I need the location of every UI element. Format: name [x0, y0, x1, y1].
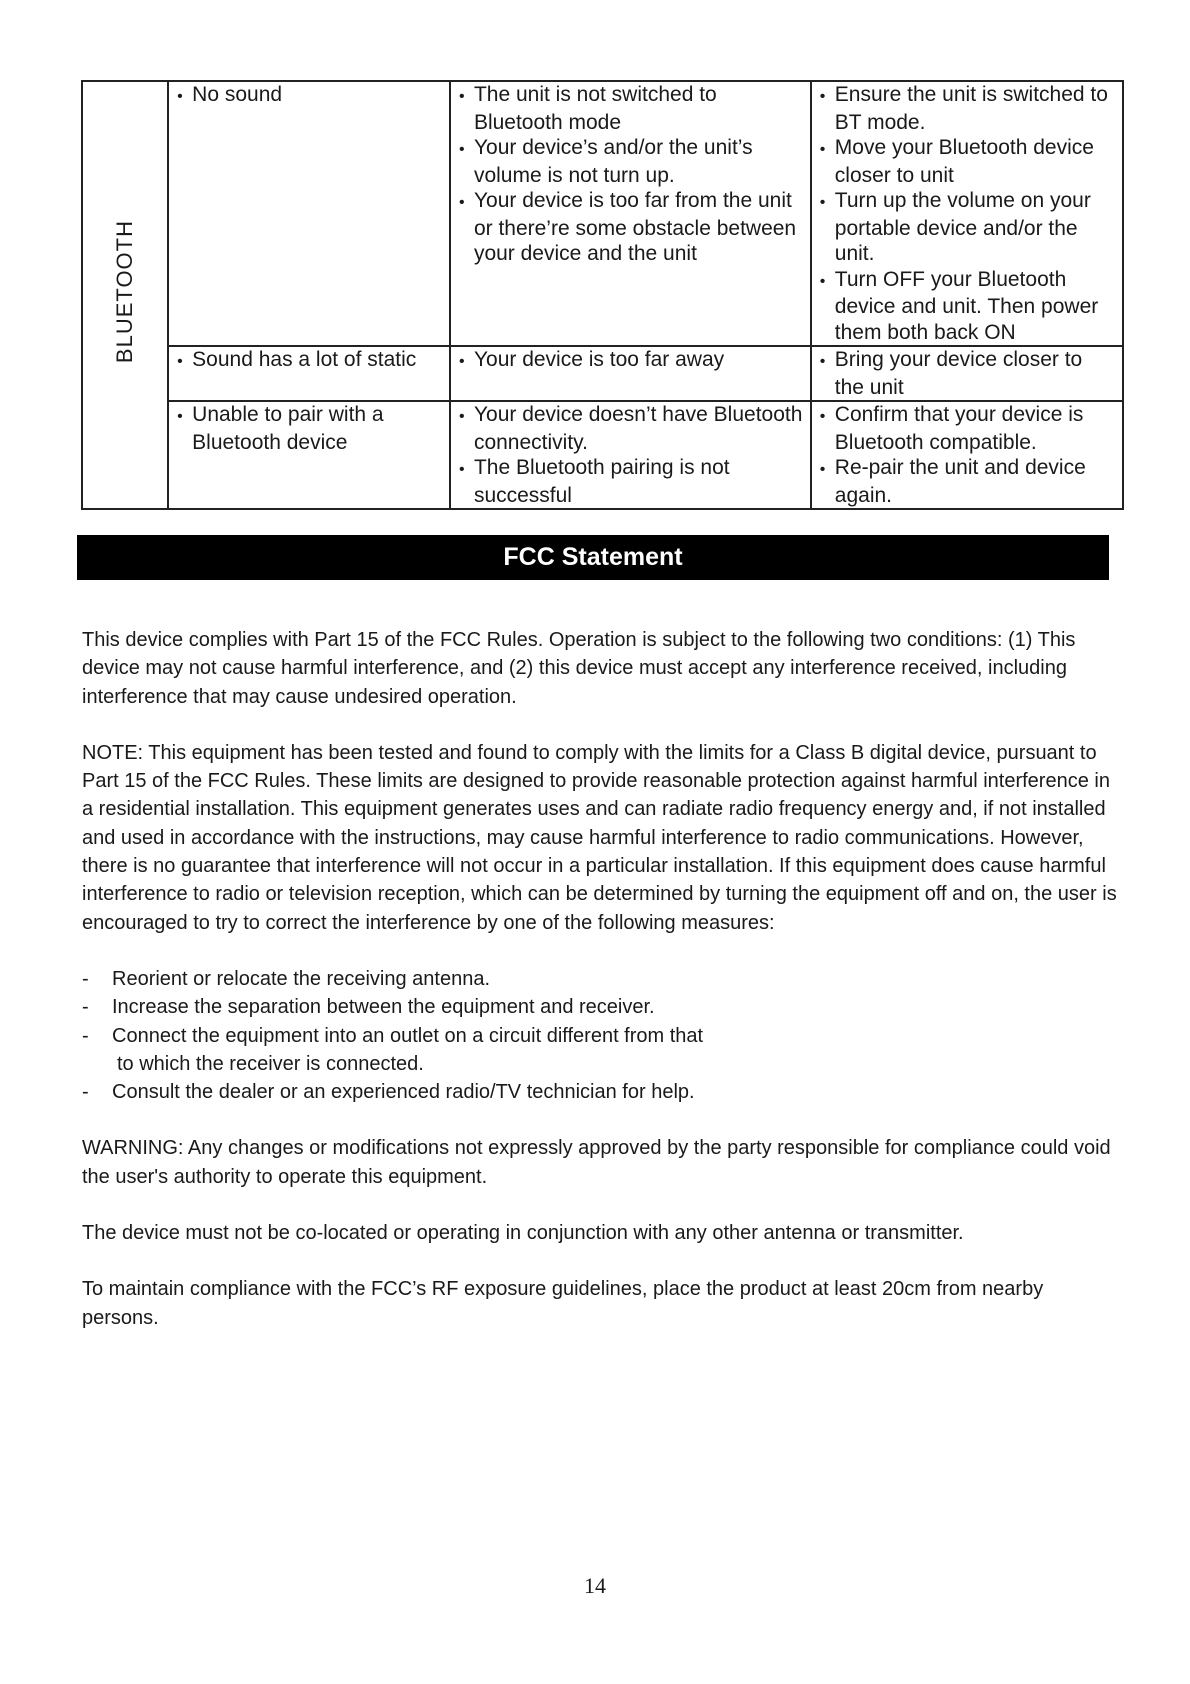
- measure-text: Reorient or relocate the receiving antenna.: [112, 967, 491, 990]
- cause-item: • The unit is not switched to Bluetooth mode: [459, 82, 804, 135]
- dash-marker: -: [82, 996, 89, 1019]
- measure-text: Increase the separation between the equipment and receiver.: [112, 996, 655, 1019]
- note-paragraph: NOTE: This equipment has been tested and found to comply with the limits for a Class B digital device, pursuant to Part 15 of the FCC Rules. These limits are designed to provide reasonable protection against harmful interference in a residential installation. This equipment generates uses and can radiate radio frequency energy and, if not installed and used in accordance with the instructions, may cause harmful interference to radio communications. However, there is no guarantee that interference will not occur in a particular installation. If this equipment does cause harmful interference to radio or television reception, which can be determined by turning the equipment off and on, the user is encouraged to try to correct the interference by one of the following measures:: [82, 741, 1117, 934]
- dash-marker: -: [82, 1024, 89, 1047]
- problem-cell: [168, 401, 450, 509]
- cause-item: • Your device is too far from the unit or there’re some obstacle between your device and the unit: [459, 188, 804, 267]
- cause-item: • The Bluetooth pairing is not successful: [459, 455, 804, 508]
- solution-item: • Move your Bluetooth device closer to unit: [820, 135, 1116, 188]
- measure-text-continued: to which the receiver is connected.: [117, 1052, 424, 1075]
- dash-marker: -: [82, 1081, 89, 1104]
- problem-cell: [168, 346, 450, 401]
- fcc-body: [82, 626, 1122, 1360]
- solution-cell: [811, 346, 1123, 401]
- colocation-paragraph: The device must not be co-located or operating in conjunction with any other antenna or transmitter.: [82, 1222, 964, 1245]
- list-item: [82, 1022, 1122, 1079]
- cause-item: • Your device’s and/or the unit’s volume is not turn up.: [459, 135, 804, 188]
- solution-item: • Bring your device closer to the unit: [820, 347, 1116, 400]
- cause-cell: [450, 81, 811, 346]
- troubleshooting-table: [81, 80, 1124, 510]
- cause-cell: [450, 346, 811, 401]
- solution-item: • Turn OFF your Bluetooth device and unit. Then power them both back ON: [820, 267, 1116, 346]
- warning-paragraph: WARNING: Any changes or modifications not expressly approved by the party responsible for compliance could void the user's authority to operate this equipment.: [82, 1137, 1111, 1188]
- solution-cell: [811, 401, 1123, 509]
- compliance-paragraph: This device complies with Part 15 of the FCC Rules. Operation is subject to the following two conditions: (1) This device may not cause harmful interference, and (2) this device must accept any interference received, including interference that may cause undesired operation.: [82, 629, 1076, 708]
- list-item: [82, 993, 1122, 1021]
- problem-cell: [168, 81, 450, 346]
- solution-item: • Re-pair the unit and device again.: [820, 455, 1116, 508]
- fcc-statement-heading: FCC Statement: [77, 535, 1109, 580]
- table-row: [82, 81, 1123, 346]
- problem-text: • No sound: [177, 82, 443, 110]
- category-cell: [82, 81, 168, 509]
- cause-item: • Your device doesn’t have Bluetooth connectivity.: [459, 402, 804, 455]
- solution-cell: [811, 81, 1123, 346]
- problem-text: • Sound has a lot of static: [177, 347, 443, 375]
- solution-item: • Confirm that your device is Bluetooth compatible.: [820, 402, 1116, 455]
- dash-marker: -: [82, 967, 89, 990]
- page-number: 14: [584, 1573, 606, 1598]
- cause-item: • Your device is too far away: [459, 347, 804, 375]
- table-row: [82, 401, 1123, 509]
- list-item: [82, 965, 1122, 993]
- measures-list: [82, 965, 1122, 1106]
- rf-exposure-paragraph: To maintain compliance with the FCC’s RF exposure guidelines, place the product at least 20cm from nearby persons.: [82, 1278, 1044, 1329]
- problem-text: • Unable to pair with a Bluetooth device: [177, 402, 443, 455]
- measure-text: Connect the equipment into an outlet on a circuit different from that: [112, 1024, 704, 1047]
- list-item: [82, 1078, 1122, 1106]
- solution-item: • Ensure the unit is switched to BT mode.: [820, 82, 1116, 135]
- solution-item: • Turn up the volume on your portable device and/or the unit.: [820, 188, 1116, 267]
- category-label: BLUETOOTH: [112, 220, 138, 364]
- table-row: [82, 346, 1123, 401]
- measure-text: Consult the dealer or an experienced radio/TV technician for help.: [112, 1081, 695, 1104]
- cause-cell: [450, 401, 811, 509]
